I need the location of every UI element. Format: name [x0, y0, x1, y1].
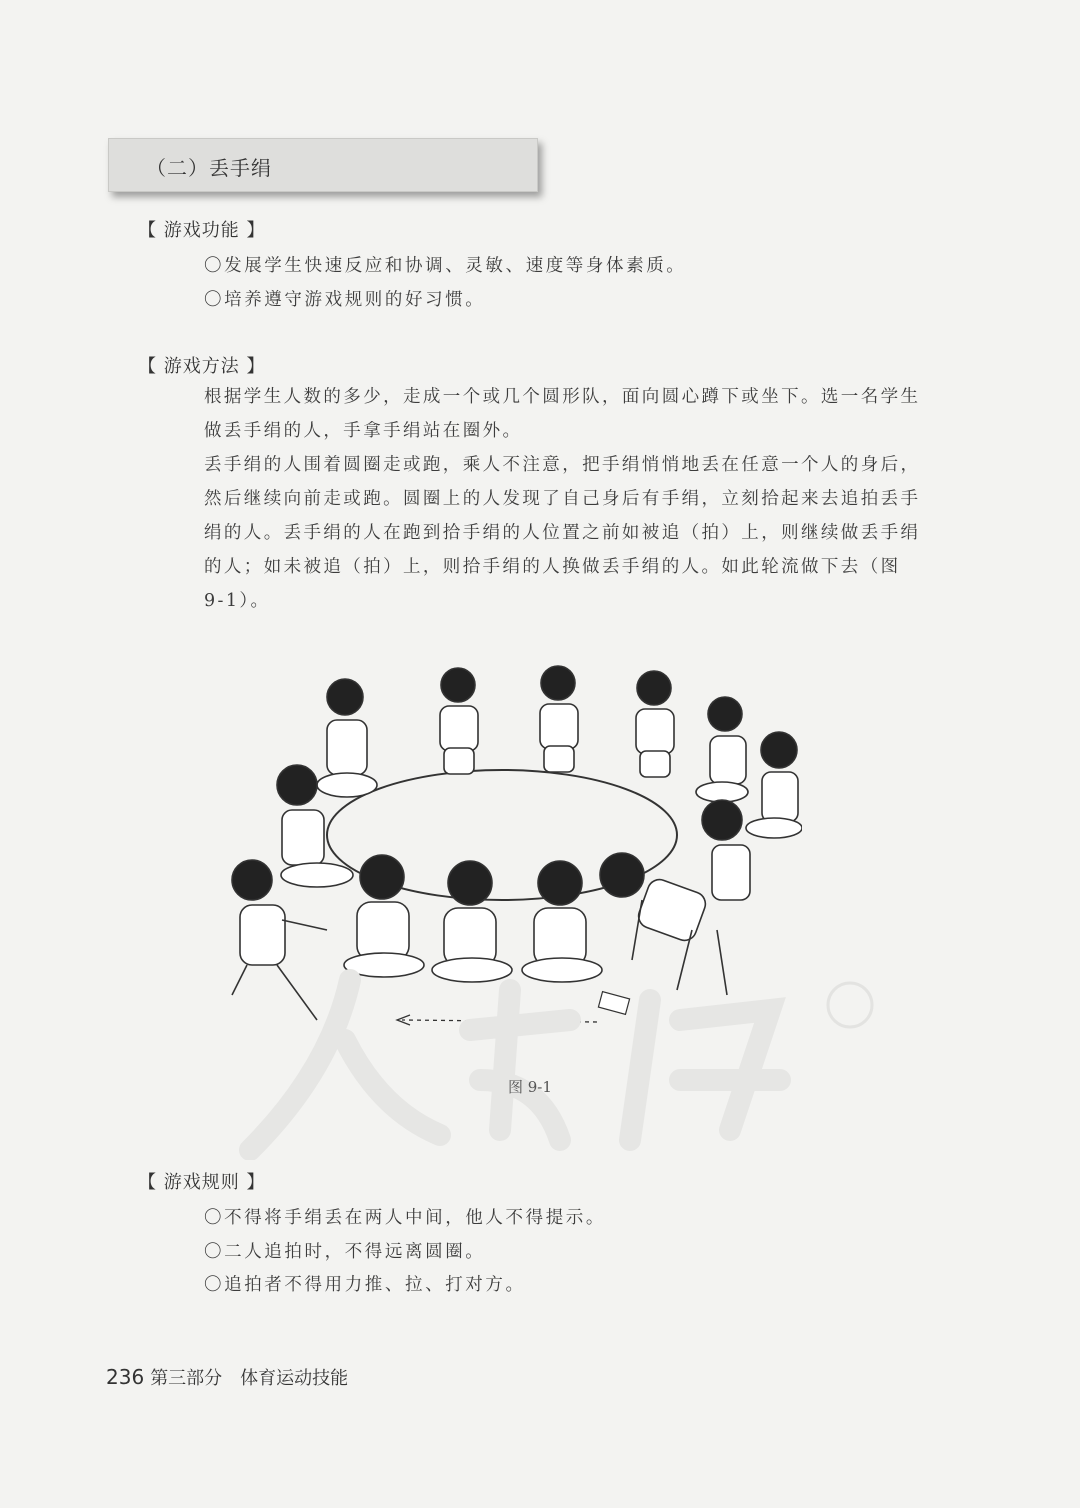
- child-back-4: [636, 671, 674, 777]
- child-back-5: [696, 697, 748, 802]
- child-front-1: [344, 855, 424, 977]
- child-back-1: [317, 679, 377, 797]
- rules-heading: 【 游戏规则 】: [138, 1172, 266, 1193]
- figure-caption: 图 9-1: [508, 1078, 552, 1096]
- page-footer: [106, 1364, 348, 1390]
- rules-item-1: 〇不得将手绢丢在两人中间，他人不得提示。: [204, 1208, 606, 1228]
- section-title: （二）丢手绢: [146, 156, 272, 180]
- child-back-6: [746, 732, 802, 838]
- method-paragraph-2: 丢手绢的人围着圆圈走或跑，乘人不注意，把手绢悄悄地丢在任意一个人的身后，然后继续向前走或跑。圆圈上的人发现了自己身后有手绢，立刻拾起来去追拍丢手绢的人。丢手绢的人在跑到拾手绢的人位置之前如被追（拍）上，则继续做丢手绢的人；如未被追（拍）上，则拾手绢的人换做丢手绢的人。如此轮流做下去（图 9-1）。: [204, 455, 921, 611]
- child-back-3: [540, 666, 578, 772]
- rules-item-3: 〇追拍者不得用力推、拉、打对方。: [204, 1275, 526, 1295]
- handkerchief: [598, 992, 629, 1015]
- run-arrow: [402, 1020, 597, 1022]
- standing-child: [702, 800, 750, 900]
- figure-illustration: [222, 650, 802, 1050]
- child-front-2: [432, 861, 512, 982]
- part-title: 第三部分 体育运动技能: [150, 1368, 349, 1389]
- page-number: 236: [106, 1365, 145, 1389]
- child-back-2: [440, 668, 478, 774]
- function-heading: 【 游戏功能 】: [138, 220, 266, 241]
- function-item-2: 〇培养遵守游戏规则的好习惯。: [204, 290, 486, 310]
- method-heading: 【 游戏方法 】: [138, 356, 266, 377]
- method-paragraph-1: 根据学生人数的多少，走成一个或几个圆形队，面向圆心蹲下或坐下。选一名学生做丢手绢的人，手拿手绢站在圈外。: [204, 387, 921, 441]
- dropper-child: [600, 853, 727, 995]
- rules-item-2: 〇二人追拍时，不得远离圆圈。: [204, 1242, 486, 1262]
- child-front-3: [522, 861, 602, 982]
- function-item-1: 〇发展学生快速反应和协调、灵敏、速度等身体素质。: [204, 256, 687, 276]
